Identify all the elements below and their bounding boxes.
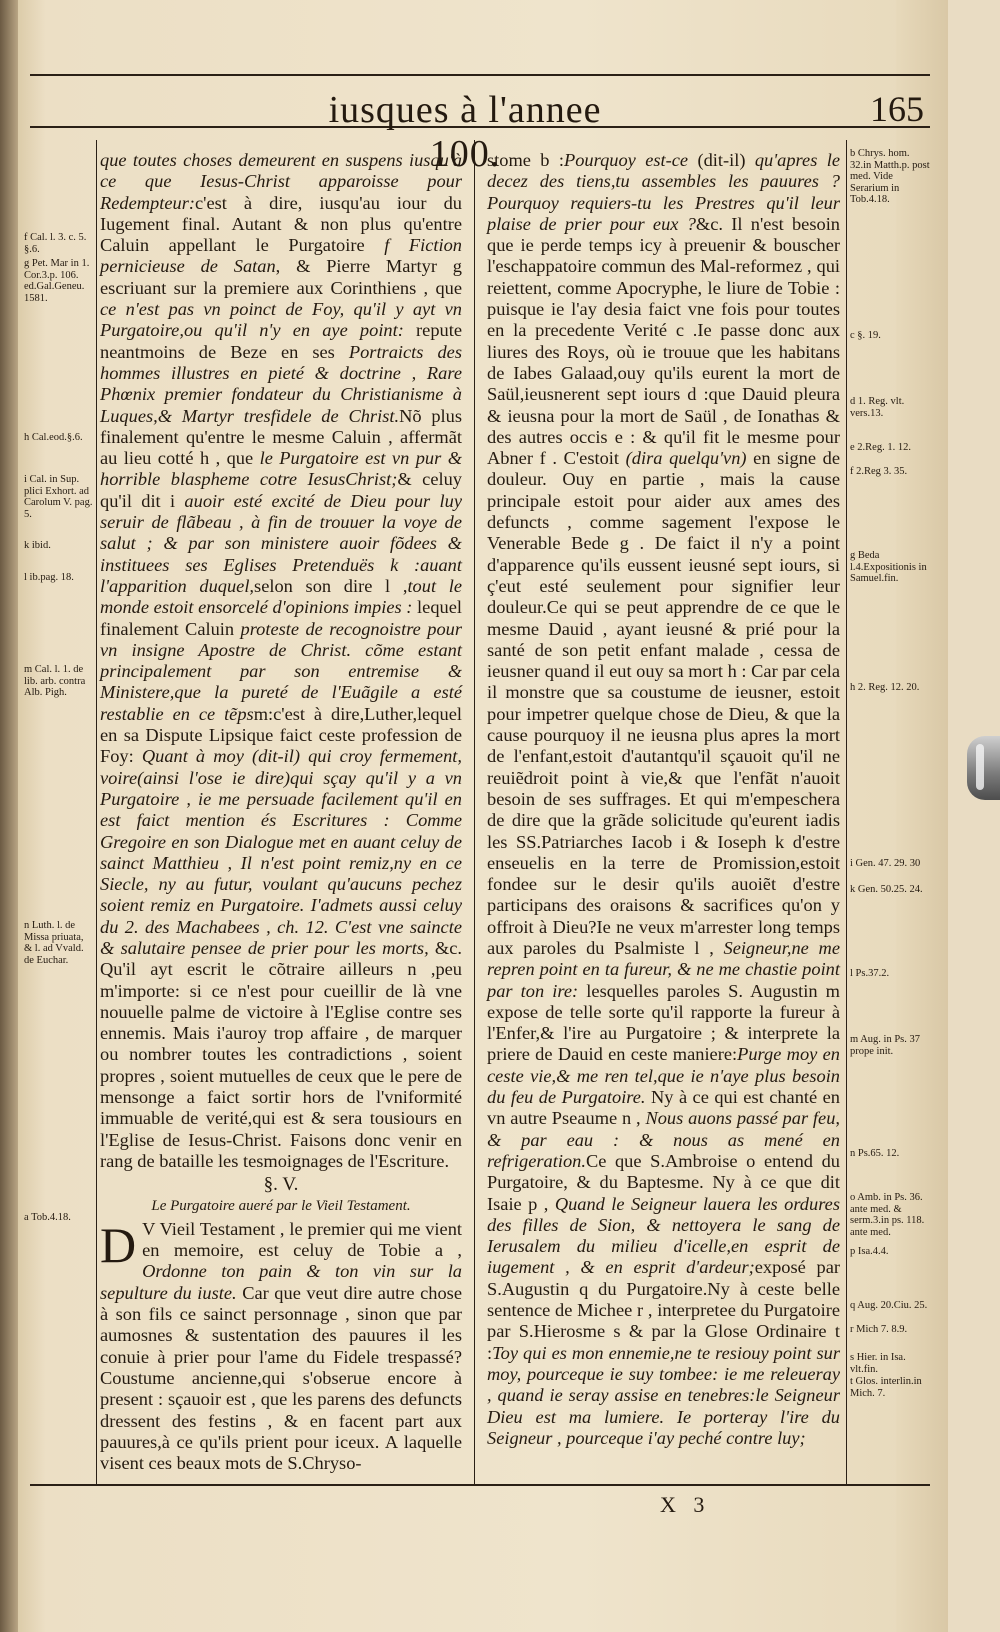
running-title: iusques à l'annee 100. xyxy=(328,89,602,175)
right-text-column xyxy=(487,150,840,1449)
italic-text: qu'apres le decez des tiens,tu assembles les pauures ? Pourquoy requiers-tu les Prestres qu'il leur plaise de prier pour eux ? xyxy=(487,150,840,234)
italic-text: Toy qui es mon ennemie,ne te resiouy point sur moy, pourceque ie suy tombee: ie me releueray , quand ie seray assise en tenebres:le Seigneur Dieu est ma lumiere. Ie porteray l'ire du Seigneur , pourceque i'ay peché contre luy; xyxy=(487,1342,840,1448)
margin-note: g Beda l.4.Expositionis in Samuel.fin. xyxy=(850,550,927,584)
italic-text: (dira quelqu'vn) xyxy=(625,448,747,469)
body-text: (dit-il) xyxy=(688,150,755,170)
italic-text: Quant à moy (dit-il) qui croy fermement, voire(ainsi l'ose ie dire)qui sçay qu'il y a vn Purgatoire , ie me persuade facilement qu'il en est faict mention és Escritures : Comme Gregoire en son Dialogue met en auant celuy de sainct Matthieu , Il n'est point remiz,ny en ce Siecle, ny au futur, voulant qu'aucuns pechez soient remiz en Purgatoire. I'admets aussi celuy du 2. des Machabees , ch. 12. C'est vne saincte & salutaire pensee de prier pour les morts, xyxy=(100,746,463,958)
margin-note: m Cal. l. 1. de lib. arb. contra Alb. Pigh. xyxy=(24,664,86,698)
margin-note: n Luth. l. de Missa priuata, & l. ad Vvald. de Euchar. xyxy=(24,920,84,966)
margin-note: q Aug. 20.Ciu. 25. xyxy=(850,1300,928,1311)
left-column-rule xyxy=(96,140,97,1485)
margin-note: k ibid. xyxy=(24,540,51,551)
body-text: exposé par S.Augustin q du Purgatoire.Ny à ceste belle sentence de Michee r , interpretee du Purgatoire par S.Hierosme s & par la Glose Ordinaire t : xyxy=(487,1257,840,1363)
body-text: & celuy qu'il dit i xyxy=(100,469,462,511)
margin-note: l Ps.37.2. xyxy=(850,968,890,979)
body-text: repute neantmoins de Beze en ses xyxy=(100,320,462,362)
margin-note: f 2.Reg 3. 35. xyxy=(850,466,908,477)
body-text: &c. Il n'est besoin que ie perde temps icy à preuenir & bouscher l'eschappatoire commun des Mal-reformez , qui reiettent, comme Apocryphe, le liure de Tobie : puisque ie l'ay desia faict vne fois pour toutes en la precedente Verité c .Ie passe donc aux liures des Roys, où ie trouue que les habitans de Iabes Galaad,ouy qu'ils eurent la mort de Saül,ieusnerent sept iours d :que Dauid pleura & ieusna pour la mort de Saül , de Ionathas & des autres occis e : & qu'il fit le mesme pour Abner f . C'estoit xyxy=(487,213,841,469)
italic-text: Pourquoy est-ce xyxy=(563,150,689,170)
italic-text: Purge moy en ceste vie,& me ren tel,que ie n'aye plus besoin du feu de Purgatoire. xyxy=(487,1044,840,1108)
italic-text: le Purgatoire est vn pur & horrible blaspheme cotre IesusChrist; xyxy=(100,448,462,490)
margin-note: m Aug. in Ps. 37 prope init. xyxy=(850,1034,921,1057)
margin-note: s Hier. in Isa. vlt.fin. xyxy=(850,1352,906,1375)
paragraph xyxy=(487,150,840,1449)
margin-note: n Ps.65. 12. xyxy=(850,1148,900,1159)
section-mark: §. V. xyxy=(263,1174,299,1196)
margin-note: d 1. Reg. vlt. vers.13. xyxy=(850,396,905,419)
body-text: selon son dire l , xyxy=(254,575,408,596)
body-text: Ce que S.Ambroise o entend du Purgatoire, & du Baptesme. Ny à ce que dit Isaie p , xyxy=(487,1150,840,1214)
italic-text: Nous auons passé par feu, & par eau : & nous as mené en refrigeration. xyxy=(487,1108,840,1171)
page-number: 165 xyxy=(870,89,924,129)
body-text: V Vieil Testament , le premier qui me vient en memoire, est celuy de Tobie a , xyxy=(142,1218,462,1261)
margin-note: f Cal. l. 3. c. 5. §.6. xyxy=(24,232,87,255)
italic-text: ce n'est pas vn poinct de Foy, qu'il y ayt vn Purgatoire,ou qu'il n'y en aye point: xyxy=(100,299,462,341)
italic-text: Seigneur,ne me repren point en ta fureur, & ne me chastie point par ton ire: xyxy=(487,937,840,1001)
body-text: lesquelles paroles S. Augustin m expose de telle sorte qu'il rapporte la fureur à l'Enfer,& l'ire au Purgatoire ; & interprete la priere de Dauid en ceste maniere: xyxy=(487,980,840,1065)
bottom-rule xyxy=(30,1484,930,1486)
body-text: , & Pierre Martyr g escriuant sur la premiere aux Corinthiens , que xyxy=(100,256,462,298)
page-clip-highlight xyxy=(976,744,984,790)
margin-note: e 2.Reg. 1. 12. xyxy=(850,442,911,453)
margin-note: r Mich 7. 8.9. xyxy=(850,1324,908,1335)
italic-text: f Fiction pernicieuse de Satan xyxy=(100,235,462,277)
drop-cap: D xyxy=(100,1216,137,1273)
body-text: c'est à dire, iusqu'au iour du Iugement final. Autant & non plus qu'entre Caluin appellant le Purgatoire xyxy=(100,192,462,256)
italic-text: Ordonne ton pain & ton vin sur la sepulture du iuste. xyxy=(100,1261,462,1303)
right-column-rule xyxy=(846,140,847,1485)
margin-note: b Chrys. hom. 32.in Matth.p. post med. Vide Serarium in Tob.4.18. xyxy=(850,148,930,205)
body-text: stome b : xyxy=(487,150,564,170)
margin-note: i Cal. in Sup. plici Exhort. ad Carolum V. pag. 5. xyxy=(24,474,93,520)
margin-note: p Isa.4.4. xyxy=(850,1246,889,1257)
paragraph xyxy=(100,150,462,1172)
italic-text: proteste de recognoistre pour vn insigne Apostre de Christ. cõme estant principalement par son entremise & Ministere,que la pureté de l'Euãgile a esté restablie en ce tẽps xyxy=(100,618,462,724)
body-text: Car que veut dire autre chose à son fils ce sainct personnage , sinon que par aumosnes & sustentation des pauures il les conuie à prier pour l'ame du Fidele trespassé?Coustume ancienne,qui s'obserue encore à present : sçauoir est , que les parens des defuncts dressent des festins , & en facent part aux pauures,à ce qu'ils prient pour iceux. A laquelle visent ces beaux mots de S.Chryso- xyxy=(100,1282,462,1474)
body-text: Nõ plus finalement qu'entre le mesme Caluin , affermãt au lieu cotté h , que xyxy=(100,405,462,469)
section-title: Le Purgatoire aueré par le Vieil Testament. xyxy=(151,1197,411,1214)
margin-note: i Gen. 47. 29. 30 xyxy=(850,858,921,869)
italic-text: Quand le Seigneur lauera les ordures des filles de Sion, & nettoyera le sang de Ierusalem du milieu d'icelle,en esprit de iugement , & en esprit d'ardeur; xyxy=(487,1193,840,1278)
margin-note: t Glos. interlin.in Mich. 7. xyxy=(850,1376,922,1399)
margin-note: l ib.pag. 18. xyxy=(24,572,74,583)
column-divider xyxy=(474,140,475,1485)
margin-note: h 2. Reg. 12. 20. xyxy=(850,682,920,693)
top-rule xyxy=(30,74,930,76)
margin-note: o Amb. in Ps. 36. ante med. & serm.3.in ps. 118. ante med. xyxy=(850,1192,925,1238)
margin-note: g Pet. Mar in 1. Cor.3.p. 106. ed.Gal.Geneu. 1581. xyxy=(24,258,90,304)
italic-text: tout le monde estoit ensorcelé d'opinions impies : xyxy=(100,575,463,618)
body-text: Ny à ce qui est chanté en vn autre Pseaume n , xyxy=(487,1087,840,1129)
margin-note: h Cal.eod.§.6. xyxy=(24,432,83,443)
margin-note: k Gen. 50.25. 24. xyxy=(850,884,923,895)
margin-note: c §. 19. xyxy=(850,330,881,341)
body-text: &c. Qu'il ayt escrit le cõtraire ailleurs n ,peu m'importe: si ce n'est pour cueillir de là vne nouuelle palme de victoire à l'Eglise contre ses ennemis. Mais i'auroy trop affaire , de marquer ou nombrer toutes les contradictions , soient propres , soient mutuelles de ceux que le pere de mensonge a faict sortir hors de l'vniformité immuable de verité,qui est & sera tousiours en l'Eglise de Iesus-Christ. Faisons donc venir en rang de bataille les tesmoignages de l'Escriture. xyxy=(100,937,462,1171)
italic-text: que toutes choses demeurent en suspens iusqu'à ce que Iesus-Christ apparoisse pour Redempteur: xyxy=(100,150,462,213)
left-text-column xyxy=(100,150,462,1474)
body-text: lequel finalement Caluin xyxy=(100,597,462,639)
body-text: m:c'est à dire,Luther,lequel en sa Dispute Lipsique faict ceste profession de Foy: xyxy=(100,703,462,767)
paragraph xyxy=(100,1216,462,1475)
signature-mark: X 3 xyxy=(660,1492,711,1517)
italic-text: Portraicts des hommes illustres en pieté & doctrine , Rare Phœnix premier fondateur du Christianisme à Luques,& Martyr tresfidele de Christ. xyxy=(100,341,462,426)
body-text: en signe de douleur. Ouy en partie , mais la cause principale estoit pour aider aux ames des defuncts , comme sagement l'expose le Venerable Bede g . De faict il n'y a point d'apparence qu'ils eussent ieusné sept iours, si ç'eut esté seulement pour signifier leur douleur.Ce qui se peut apprendre de ce que le mesme Dauid , ayant ieusné & prié pour la santé de son petit enfant malade , cessa de ieusner quand il eut ouy sa mort h : Car par cela il monstre que sa coustume de ieusner, estoit pour impetrer quelque chose de Dieu, & que la cause pourquoy il ne ieusna plus apres la mort de l'enfant,estoit d'autantqu'il sçauoit qu'il ne reuiẽdroit point à vie,& que l'enfãt n'auoit besoin de ses suffrages. Et qui m'empeschera de dire que la grãde solicitude qu'eurent iadis les SS.Patriarches Iacob i & Ioseph k d'estre enseuelis en la terre de Promission,estoit fondee sur le desir qu'ils auoiẽt d'estre participans des oraisons & sacrifices qu'on y offroit à Dieu?Ie ne veux m'arrester long temps aux paroles du Psalmiste l , xyxy=(487,448,840,958)
binding-gutter xyxy=(0,0,18,1632)
italic-text: auoir esté excité de Dieu pour luy seruir de flãbeau , à fin de trouuer la voye de salut ; & par son ministere auoir fõdees & instituees ses Eglises Pretenduës k :auant l'apparition duquel, xyxy=(100,490,462,596)
margin-note: a Tob.4.18. xyxy=(24,1212,71,1223)
